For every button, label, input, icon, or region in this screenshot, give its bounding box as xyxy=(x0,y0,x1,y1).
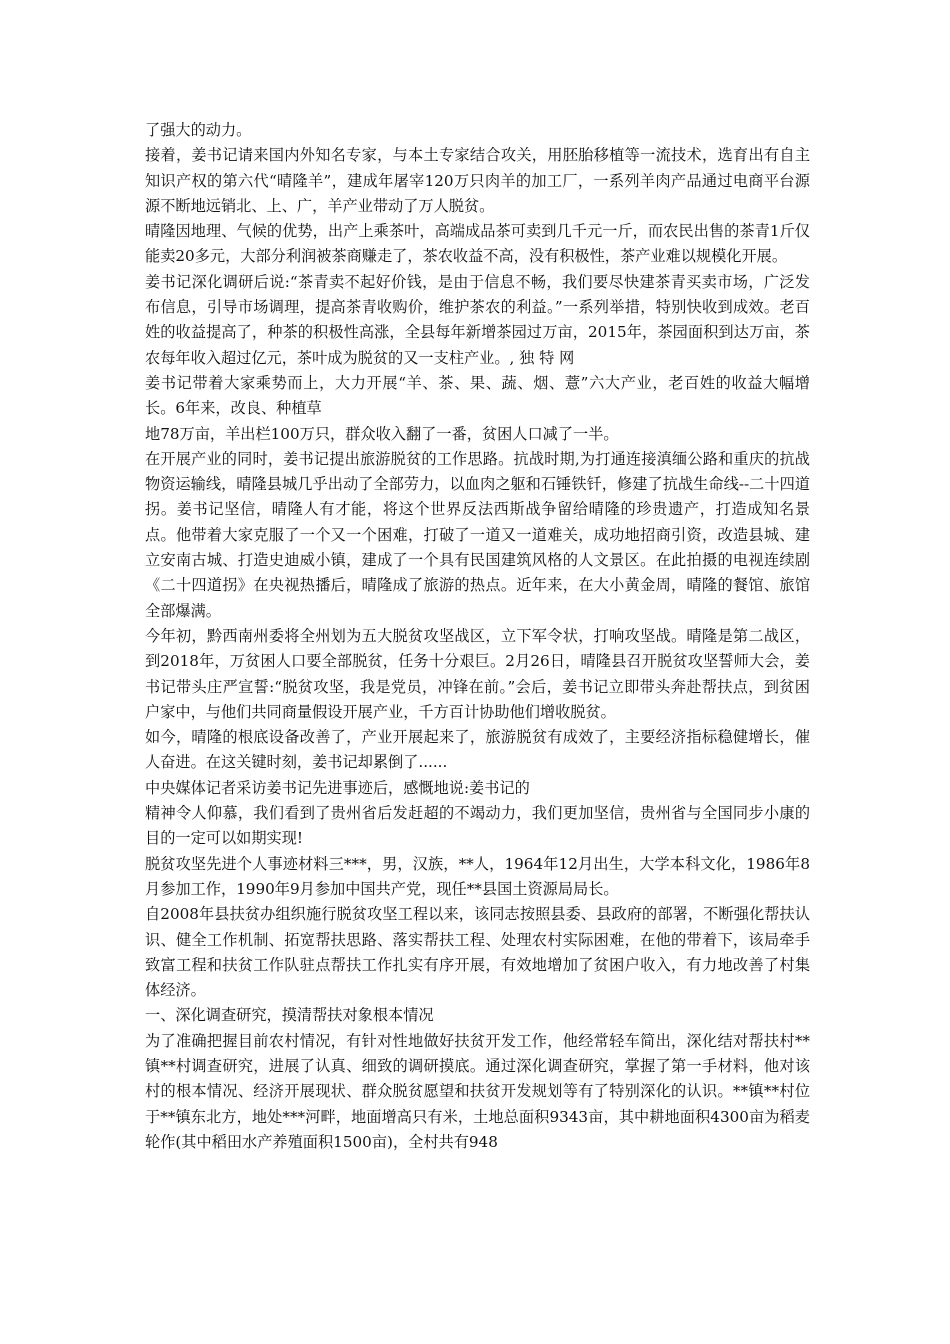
paragraph-8: 今年初，黔西南州委将全州划为五大脱贫攻坚战区，立下军令状，打响攻坚战。晴隆是第二战区，到2018年，万贫困人口要全部脱贫，任务十分艰巨。2月26日，晴隆县召开脱贫攻坚誓师大会，姜书记带头庄严宣誓:“脱贫攻坚，我是党员，冲锋在前。”会后，姜书记立即带头奔赴帮扶点，到贫困户家中，与他们共同商量假设开展产业，千方百计协助他们增收脱贫。 xyxy=(145,626,810,721)
paragraph-10: 中央媒体记者采访姜书记先进事迹后，感慨地说:姜书记的 xyxy=(145,778,530,797)
paragraph-7: 在开展产业的同时，姜书记提出旅游脱贫的工作思路。抗战时期,为打通连接滇缅公路和重庆的抗战物资运输线，晴隆县城几乎出动了全部劳力，以血肉之躯和石锤铁钎，修建了抗战生命线--二十四道拐。姜书记坚信，晴隆人有才能，将这个世界反法西斯战争留给晴隆的珍贵遗产，打造成知名景点。他带着大家克服了一个又一个困难，打破了一道又一道难关，成功地招商引资，改造县城、建立安南古城、打造史迪威小镇，建成了一个具有民国建筑风格的人文景区。在此拍摄的电视连续剧《二十四道拐》在央视热播后，晴隆成了旅游的热点。近年来，在大小黄金周，晴隆的餐馆、旅馆全部爆满。 xyxy=(145,449,810,620)
paragraph-9: 如今，晴隆的根底设备改善了，产业开展起来了，旅游脱贫有成效了，主要经济指标稳健增长，催人奋进。在这关键时刻，姜书记却累倒了...... xyxy=(145,728,810,772)
section-heading: 一、深化调查研究，摸清帮扶对象根本情况 xyxy=(145,1006,434,1025)
paragraph-12: 脱贫攻坚先进个人事迹材料三***，男，汉族，**人，1964年12月出生，大学本科文化，1986年8月参加工作，1990年9月参加中国共产党，现任**县国土资源局局长。 xyxy=(145,854,810,898)
paragraph-6: 地78万亩，羊出栏100万只，群众收入翻了一番，贫困人口减了一半。 xyxy=(145,424,619,443)
paragraph-1: 了强大的动力。 xyxy=(145,121,252,139)
paragraph-11: 精神令人仰慕，我们看到了贵州省后发赶超的不竭动力，我们更加坚信，贵州省与全国同步小康的目的一定可以如期实现! xyxy=(145,804,810,848)
paragraph-4: 姜书记深化调研后说:“茶青卖不起好价钱，是由于信息不畅，我们要尽快建茶青买卖市场，广泛发布信息，引导市场调理，提高茶青收购价，维护茶农的利益。”一系列举措，特别快收到成效。老百姓的收益提高了，种茶的积极性高涨，全县每年新增茶园过万亩，2015年，茶园面积到达万亩，茶农每年收入超过亿元，茶叶成为脱贫的又一支柱产业。, 独 特 网 xyxy=(145,272,810,367)
paragraph-15: 为了准确把握目前农村情况，有针对性地做好扶贫开发工作，他经常轻车简出，深化结对帮扶村**镇**村调查研究，进展了认真、细致的调研摸底。通过深化调查研究，掌握了第一手材料，他对该村的根本情况、经济开展现状、群众脱贫愿望和扶贫开发规划等有了特别深化的认识。**镇**村位于**镇东北方，地处***河畔，地面增高只有米，土地总面积9343亩，其中耕地面积4300亩为稻麦轮作(其中稻田水产养殖面积1500亩)，全村共有948 xyxy=(145,1031,810,1151)
paragraph-3: 晴隆因地理、气候的优势，出产上乘茶叶，高端成品茶可卖到几千元一斤，而农民出售的茶青1斤仅能卖20多元，大部分利润被茶商赚走了，茶农收益不高，没有积极性，茶产业难以规模化开展。 xyxy=(145,222,810,266)
document-page xyxy=(145,118,810,1155)
paragraph-5: 姜书记带着大家乘势而上，大力开展“羊、茶、果、蔬、烟、薏”六大产业，老百姓的收益大幅增长。6年来，改良、种植草 xyxy=(145,373,810,418)
paragraph-2: 接着，姜书记请来国内外知名专家，与本土专家结合攻关，用胚胎移植等一流技术，选育出有自主知识产权的第六代“晴隆羊”，建成年屠宰120万只肉羊的加工厂，一系列羊肉产品通过电商平台源源不断地远销北、上、广，羊产业带动了万人脱贫。 xyxy=(145,146,810,215)
paragraph-13: 自2008年县扶贫办组织施行脱贫攻坚工程以来，该同志按照县委、县政府的部署，不断强化帮扶认识、健全工作机制、拓宽帮扶思路、落实帮扶工程、处理农村实际困难，在他的带着下，该局牵手致富工程和扶贫工作队驻点帮扶工作扎实有序开展，有效地增加了贫困户收入，有力地改善了村集体经济。 xyxy=(145,905,810,1000)
